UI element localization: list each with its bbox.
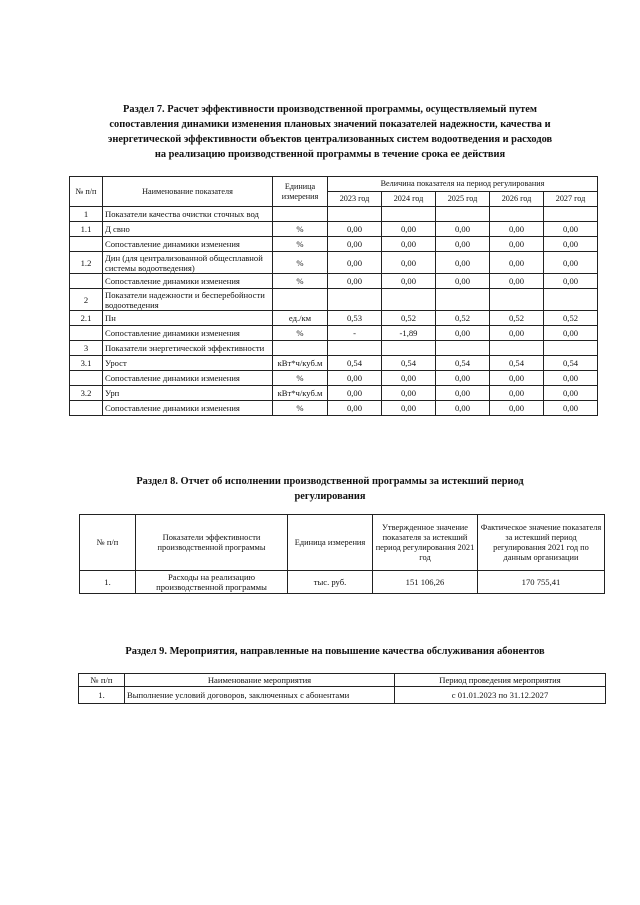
cell-num	[70, 237, 103, 252]
cell-value: 0,00	[490, 274, 544, 289]
s9-header-num: № п/п	[79, 674, 125, 687]
cell-value: 0,00	[490, 222, 544, 237]
cell-value: 0,54	[544, 356, 598, 371]
cell-value: 0,54	[382, 356, 436, 371]
cell-name: Показатели качества очистки сточных вод	[103, 207, 273, 222]
section7-title-line: на реализацию производственной программы в течение срока ее действия	[154, 149, 506, 160]
section7-table	[69, 176, 598, 416]
cell-num: 3.1	[70, 356, 103, 371]
cell-value: 0,00	[382, 237, 436, 252]
table-row	[70, 371, 598, 386]
cell-value: 0,00	[490, 237, 544, 252]
cell-value	[490, 207, 544, 222]
cell-value: 0,54	[436, 356, 490, 371]
cell-value: 0,00	[328, 274, 382, 289]
table-row	[70, 326, 598, 341]
cell-unit: %	[273, 274, 328, 289]
cell-value: 0,00	[490, 386, 544, 401]
section9-table	[78, 673, 606, 704]
cell-unit: %	[273, 371, 328, 386]
cell-value: 0,00	[436, 274, 490, 289]
header-year: 2025 год	[436, 192, 490, 207]
cell-unit	[273, 207, 328, 222]
cell-value: 0,00	[544, 386, 598, 401]
table-row	[70, 274, 598, 289]
cell-value	[544, 341, 598, 356]
cell-value: 0,00	[328, 386, 382, 401]
table-row	[79, 687, 606, 704]
cell-value: 0,52	[382, 311, 436, 326]
s8-header-approved: Утвержденное значение показателя за истекший период регулирования 2021 год	[373, 515, 478, 571]
section8-title-line: Раздел 8. Отчет об исполнении производственной программы за истекший период	[136, 476, 524, 487]
s9-cell-name: Выполнение условий договоров, заключенных с абонентами	[125, 687, 395, 704]
cell-value: -1,89	[382, 326, 436, 341]
header-year: 2023 год	[328, 192, 382, 207]
section8-title	[60, 474, 600, 504]
s8-header-name: Показатели эффективности производственной программы	[136, 515, 288, 571]
table-row	[70, 207, 598, 222]
cell-value: 0,00	[544, 326, 598, 341]
cell-name: Урп	[103, 386, 273, 401]
cell-name: Сопоставление динамики изменения	[103, 237, 273, 252]
cell-unit: кВт*ч/куб.м	[273, 356, 328, 371]
cell-value	[436, 207, 490, 222]
cell-num	[70, 371, 103, 386]
cell-num: 1	[70, 207, 103, 222]
s8-header-num: № п/п	[80, 515, 136, 571]
cell-value: 0,00	[436, 401, 490, 416]
s8-cell-approved: 151 106,26	[373, 571, 478, 594]
cell-value: 0,00	[436, 252, 490, 274]
s9-cell-period: с 01.01.2023 по 31.12.2027	[395, 687, 606, 704]
cell-num: 2.1	[70, 311, 103, 326]
table-row	[70, 386, 598, 401]
cell-value	[382, 289, 436, 311]
s8-cell-num: 1.	[80, 571, 136, 594]
cell-value: 0,00	[382, 371, 436, 386]
cell-value	[382, 207, 436, 222]
cell-unit: кВт*ч/куб.м	[273, 386, 328, 401]
cell-num	[70, 274, 103, 289]
cell-unit: %	[273, 222, 328, 237]
cell-unit: %	[273, 401, 328, 416]
cell-unit: %	[273, 326, 328, 341]
section9-title-line: Раздел 9. Мероприятия, направленные на повышение качества обслуживания абонентов	[125, 646, 545, 657]
table-row	[70, 356, 598, 371]
cell-value: 0,52	[490, 311, 544, 326]
header-name: Наименование показателя	[103, 177, 273, 207]
header-period: Величина показателя на период регулирования	[328, 177, 598, 192]
header-year: 2026 год	[490, 192, 544, 207]
s9-header-name: Наименование мероприятия	[125, 674, 395, 687]
cell-value: 0,00	[328, 237, 382, 252]
cell-num: 1.2	[70, 252, 103, 274]
cell-value	[328, 289, 382, 311]
section9-title	[55, 644, 615, 659]
cell-value: 0,00	[436, 371, 490, 386]
table-row	[70, 401, 598, 416]
s8-header-unit: Единица измерения	[288, 515, 373, 571]
cell-value	[328, 341, 382, 356]
cell-num: 3.2	[70, 386, 103, 401]
cell-name: Показатели энергетической эффективности	[103, 341, 273, 356]
cell-value: 0,00	[382, 252, 436, 274]
cell-value: 0,00	[436, 222, 490, 237]
table-row	[70, 341, 598, 356]
cell-name: Д свно	[103, 222, 273, 237]
section7-title-line: энергетической эффективности объектов централизованных систем водоотведения и расходов	[107, 134, 553, 145]
section8-title-line: регулирования	[294, 491, 366, 502]
cell-num: 2	[70, 289, 103, 311]
cell-value: 0,00	[544, 252, 598, 274]
s8-cell-name: Расходы на реализацию производственной программы	[136, 571, 288, 594]
cell-value	[436, 289, 490, 311]
cell-value: 0,00	[382, 401, 436, 416]
cell-unit: ед./км	[273, 311, 328, 326]
cell-value: 0,00	[490, 401, 544, 416]
cell-value: 0,00	[436, 386, 490, 401]
section8-table	[79, 514, 605, 594]
cell-value: 0,00	[328, 222, 382, 237]
cell-value	[382, 341, 436, 356]
cell-value: 0,00	[490, 326, 544, 341]
cell-value: 0,52	[436, 311, 490, 326]
cell-value	[436, 341, 490, 356]
cell-value: 0,00	[490, 371, 544, 386]
section7-title-line: Раздел 7. Расчет эффективности производственной программы, осуществляемый путем	[123, 104, 537, 115]
cell-name: Пн	[103, 311, 273, 326]
s9-header-period: Период проведения мероприятия	[395, 674, 606, 687]
cell-num	[70, 401, 103, 416]
cell-value: 0,53	[328, 311, 382, 326]
cell-value	[544, 289, 598, 311]
s9-cell-num: 1.	[79, 687, 125, 704]
cell-value: -	[328, 326, 382, 341]
header-year: 2027 год	[544, 192, 598, 207]
cell-value	[328, 207, 382, 222]
cell-unit: %	[273, 252, 328, 274]
cell-unit: %	[273, 237, 328, 252]
cell-name: Сопоставление динамики изменения	[103, 371, 273, 386]
table-row	[70, 237, 598, 252]
cell-value: 0,00	[544, 222, 598, 237]
table-row	[70, 289, 598, 311]
cell-value: 0,00	[382, 222, 436, 237]
s8-cell-actual: 170 755,41	[478, 571, 605, 594]
cell-name: Показатели надежности и бесперебойности водоотведения	[103, 289, 273, 311]
section7-title-line: сопоставления динамики изменения плановых значений показателей надежности, качества и	[109, 119, 551, 130]
cell-unit	[273, 289, 328, 311]
cell-value	[544, 207, 598, 222]
cell-value	[490, 289, 544, 311]
cell-value: 0,54	[490, 356, 544, 371]
cell-name: Сопоставление динамики изменения	[103, 401, 273, 416]
cell-value: 0,00	[328, 252, 382, 274]
cell-value: 0,52	[544, 311, 598, 326]
cell-value: 0,00	[544, 237, 598, 252]
cell-value: 0,00	[544, 371, 598, 386]
cell-name: Сопоставление динамики изменения	[103, 274, 273, 289]
cell-unit	[273, 341, 328, 356]
cell-name: Урост	[103, 356, 273, 371]
s8-cell-unit: тыс. руб.	[288, 571, 373, 594]
cell-value	[490, 341, 544, 356]
cell-value: 0,54	[328, 356, 382, 371]
cell-num: 1.1	[70, 222, 103, 237]
cell-value: 0,00	[382, 386, 436, 401]
table-row	[80, 571, 605, 594]
cell-name: Сопоставление динамики изменения	[103, 326, 273, 341]
cell-name: Дин (для централизованной общесплавной системы водоотведения)	[103, 252, 273, 274]
section7-title	[60, 102, 600, 162]
s8-header-actual: Фактическое значение показателя за истекший период регулирования 2021 год по данным организации	[478, 515, 605, 571]
header-year: 2024 год	[382, 192, 436, 207]
cell-value: 0,00	[328, 401, 382, 416]
cell-value: 0,00	[328, 371, 382, 386]
table-row	[70, 222, 598, 237]
table-row	[70, 252, 598, 274]
header-num: № п/п	[70, 177, 103, 207]
header-unit: Единица измерения	[273, 177, 328, 207]
cell-value: 0,00	[490, 252, 544, 274]
cell-value: 0,00	[436, 326, 490, 341]
cell-value: 0,00	[436, 237, 490, 252]
cell-num	[70, 326, 103, 341]
cell-value: 0,00	[544, 274, 598, 289]
cell-num: 3	[70, 341, 103, 356]
cell-value: 0,00	[544, 401, 598, 416]
cell-value: 0,00	[382, 274, 436, 289]
table-row	[70, 311, 598, 326]
